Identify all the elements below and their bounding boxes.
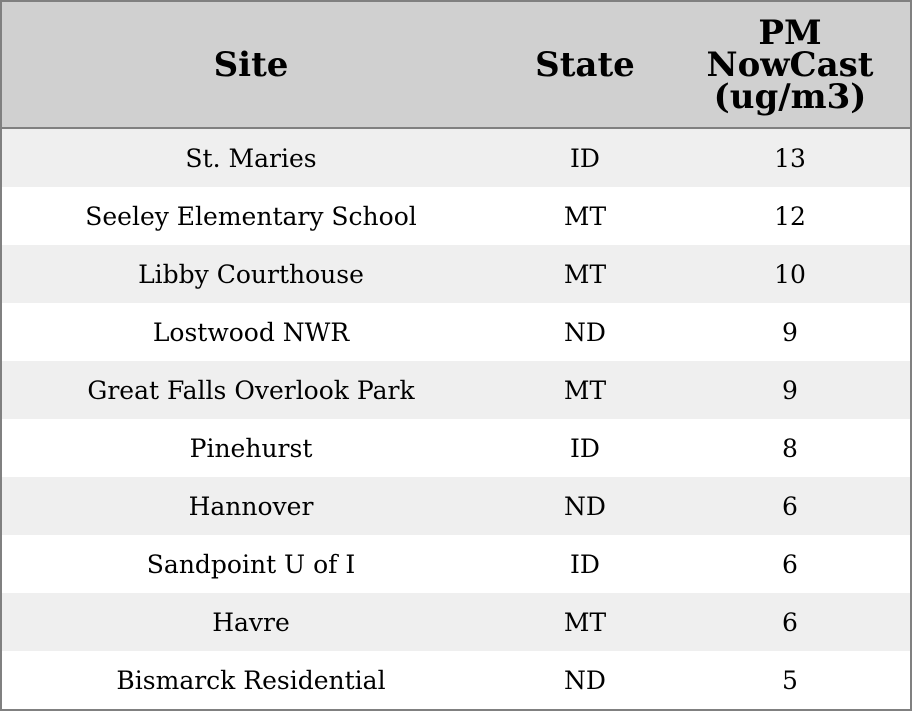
header-state xyxy=(500,2,670,127)
table-header xyxy=(2,2,910,129)
header-site-label: Site xyxy=(213,44,289,85)
cell-pm-nowcast: 6 xyxy=(782,607,798,637)
cell-pm-nowcast: 10 xyxy=(774,259,806,289)
cell-state: MT xyxy=(563,201,607,231)
cell-site: Sandpoint U of I xyxy=(146,549,356,579)
header-pm-nowcast xyxy=(670,2,910,127)
cell-pm-nowcast: 13 xyxy=(774,143,806,173)
cell-pm-nowcast: 6 xyxy=(782,549,798,579)
cell-site: Pinehurst xyxy=(189,433,313,463)
table-row xyxy=(2,129,910,187)
table-row xyxy=(2,187,910,245)
table-row xyxy=(2,361,910,419)
cell-site: Seeley Elementary School xyxy=(85,201,417,231)
cell-site: Great Falls Overlook Park xyxy=(87,375,415,405)
cell-state: ID xyxy=(570,433,600,463)
table-row xyxy=(2,245,910,303)
cell-state: ID xyxy=(570,143,600,173)
cell-state: ND xyxy=(564,665,606,695)
cell-site: Hannover xyxy=(188,491,314,521)
cell-pm-nowcast: 6 xyxy=(782,491,798,521)
header-site xyxy=(2,2,500,127)
cell-pm-nowcast: 5 xyxy=(782,665,798,695)
header-state-label: State xyxy=(535,44,635,85)
cell-site: St. Maries xyxy=(185,143,317,173)
cell-pm-nowcast: 12 xyxy=(774,201,806,231)
cell-state: MT xyxy=(563,607,607,637)
cell-site: Havre xyxy=(212,607,290,637)
table-row xyxy=(2,303,910,361)
cell-state: ID xyxy=(570,549,600,579)
cell-state: MT xyxy=(563,375,607,405)
pm-table xyxy=(2,2,910,709)
table-body xyxy=(2,129,910,709)
cell-site: Bismarck Residential xyxy=(116,665,386,695)
cell-state: MT xyxy=(563,259,607,289)
cell-pm-nowcast: 8 xyxy=(782,433,798,463)
cell-pm-nowcast: 9 xyxy=(782,375,798,405)
header-pm-nowcast-label: PM NowCast (ug/m3) xyxy=(706,12,874,117)
table-row xyxy=(2,593,910,651)
table-row xyxy=(2,419,910,477)
cell-state: ND xyxy=(564,317,606,347)
table-row xyxy=(2,651,910,709)
table-row xyxy=(2,477,910,535)
cell-site: Libby Courthouse xyxy=(138,259,364,289)
cell-site: Lostwood NWR xyxy=(152,317,350,347)
cell-state: ND xyxy=(564,491,606,521)
cell-pm-nowcast: 9 xyxy=(782,317,798,347)
table-row xyxy=(2,535,910,593)
